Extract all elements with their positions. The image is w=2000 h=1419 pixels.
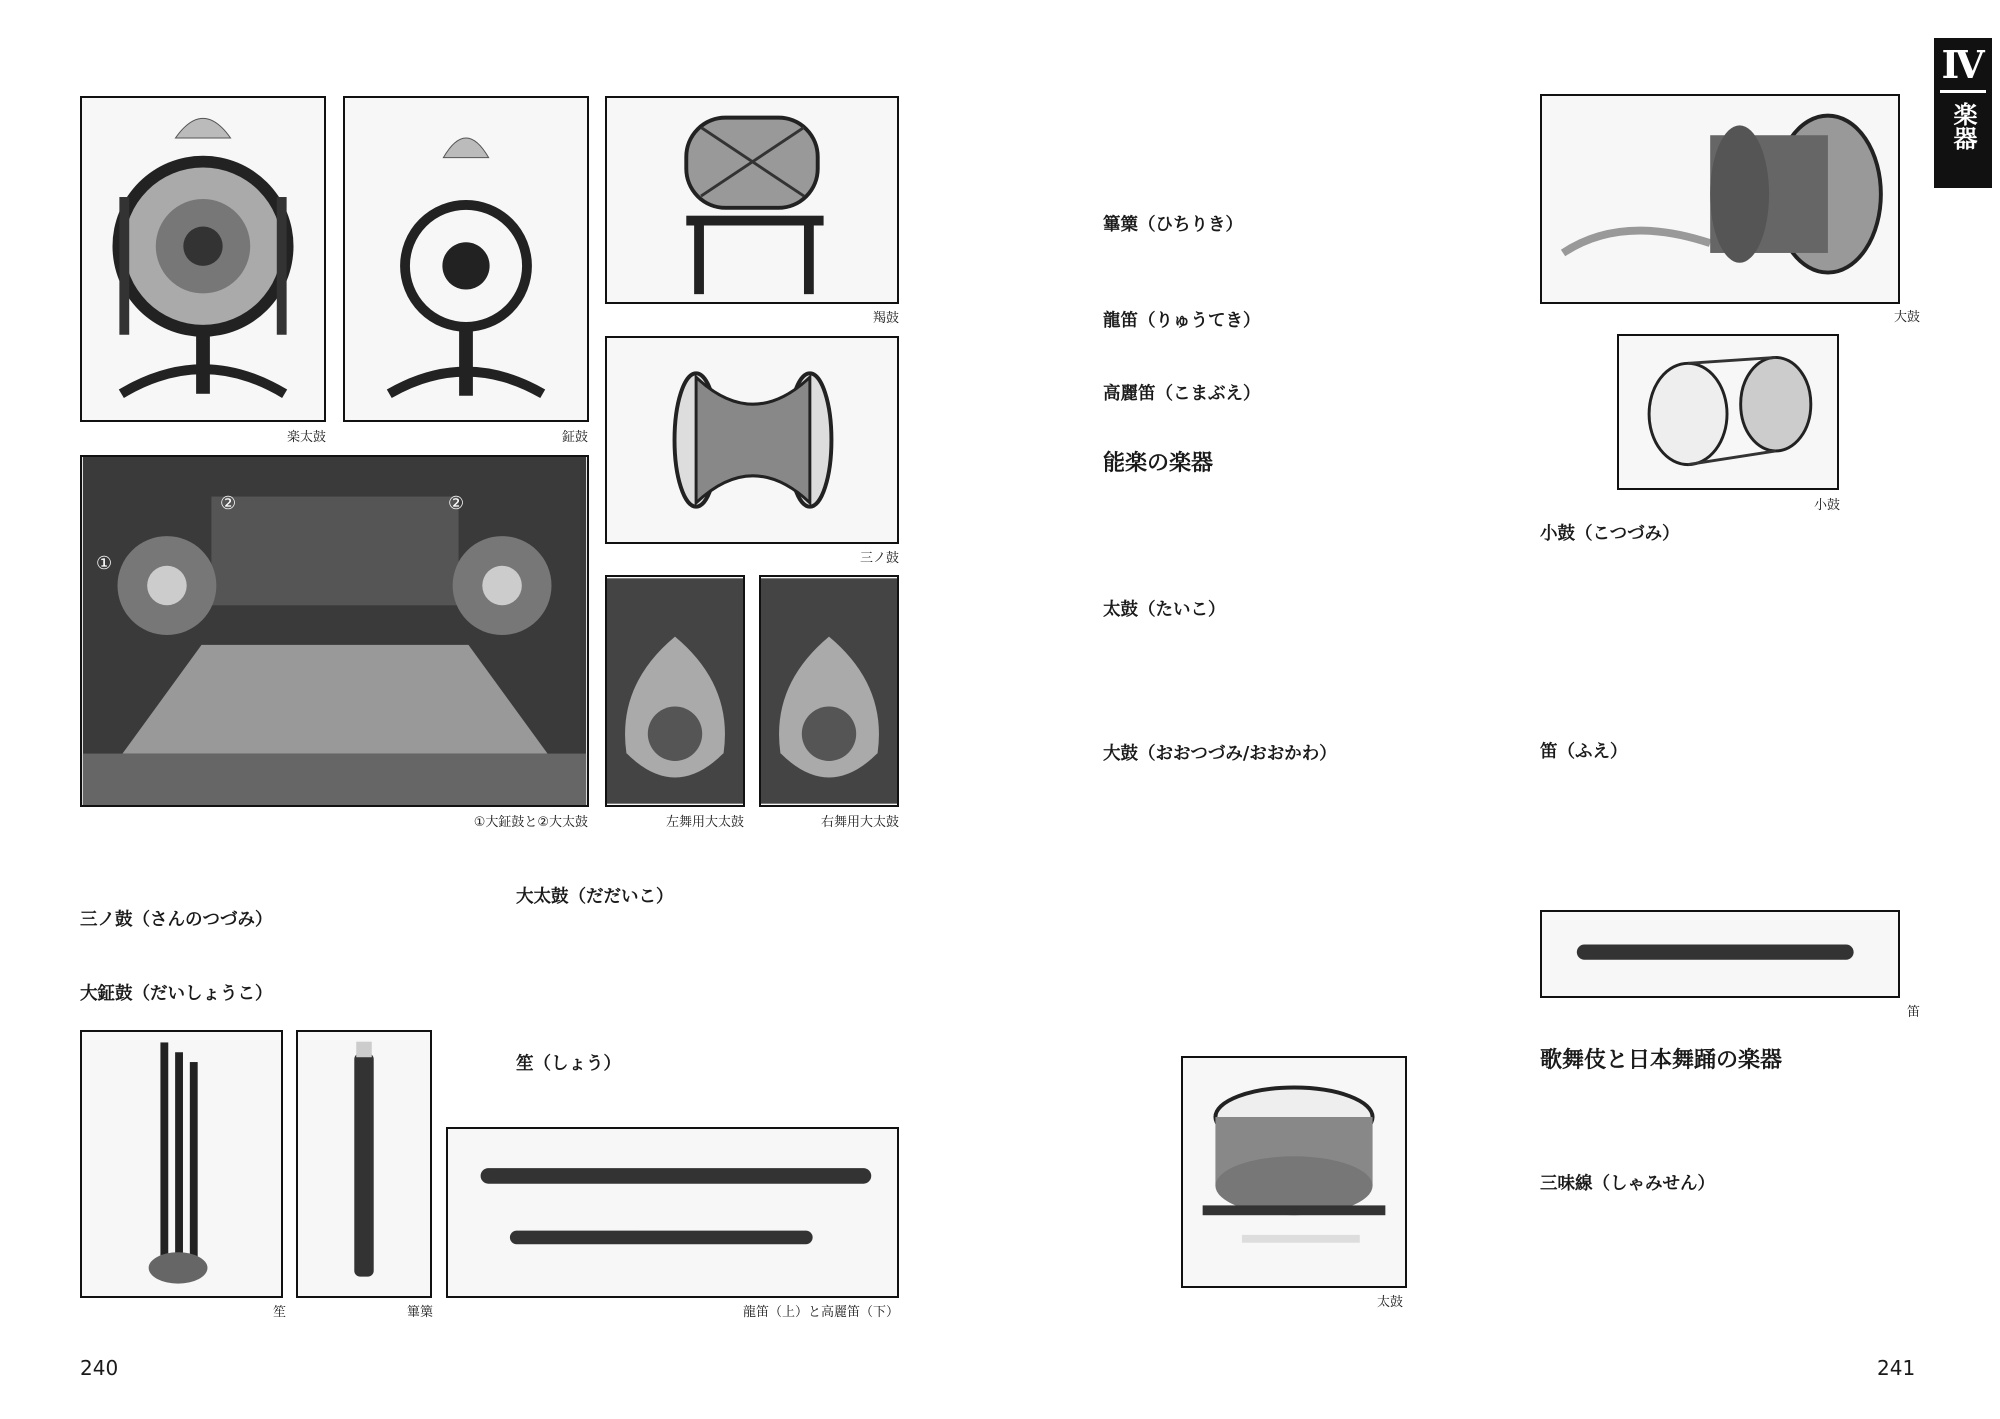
heading-komabue: 高麗笛（こまぶえ） bbox=[1103, 384, 1261, 404]
page-number-left: 240 bbox=[80, 1356, 119, 1380]
caption-gakudaiko: 楽太鼓 bbox=[286, 430, 326, 445]
caption-taiko: 太鼓 bbox=[1376, 1295, 1403, 1310]
chapter-tab bbox=[1934, 38, 1992, 188]
right-dadaiko-photo bbox=[759, 575, 899, 807]
caption-right-dadaiko: 右舞用大太鼓 bbox=[820, 815, 899, 830]
caption-kotsuzumi: 小鼓 bbox=[1813, 498, 1840, 513]
section-noh: 能楽の楽器 bbox=[1103, 451, 1214, 476]
otsuzumi-photo bbox=[1540, 94, 1900, 304]
kakko-photo bbox=[605, 96, 899, 304]
hichiriki-photo bbox=[296, 1030, 432, 1298]
heading-hichiriki: 篳篥（ひちりき） bbox=[1103, 215, 1243, 235]
stage-photo bbox=[80, 455, 589, 807]
heading-sannotsuzumi: 三ノ鼓（さんのつづみ） bbox=[80, 910, 273, 930]
kotsuzumi-photo bbox=[1617, 334, 1839, 490]
heading-shamisen: 三味線（しゃみせん） bbox=[1540, 1174, 1715, 1194]
caption-shoko: 鉦鼓 bbox=[561, 430, 588, 445]
sho-photo bbox=[80, 1030, 283, 1298]
left-dadaiko-photo bbox=[605, 575, 745, 807]
caption-sho: 笙 bbox=[272, 1305, 286, 1320]
caption-kakko: 羯鼓 bbox=[872, 311, 899, 326]
heading-daishoko: 大鉦鼓（だいしょうこ） bbox=[80, 984, 273, 1004]
chapter-number: Ⅳ bbox=[1941, 42, 1985, 87]
caption-fue: 笛 bbox=[1906, 1005, 1920, 1020]
caption-ryuteki: 龍笛（上）と高麗笛（下） bbox=[742, 1305, 899, 1320]
heading-kotsuzumi: 小鼓（こつづみ） bbox=[1540, 524, 1680, 544]
stage-label-1: ① bbox=[96, 553, 113, 574]
heading-taiko: 太鼓（たいこ） bbox=[1103, 600, 1226, 620]
heading-dadaiko: 大太鼓（だだいこ） bbox=[516, 887, 674, 907]
heading-otsuzumi: 大鼓（おおつづみ/おおかわ） bbox=[1103, 744, 1337, 764]
shoko-photo bbox=[343, 96, 589, 422]
caption-hichiriki: 篳篥 bbox=[406, 1305, 433, 1320]
stage-label-2a: ② bbox=[220, 493, 237, 514]
heading-ryuteki: 龍笛（りゅうてき） bbox=[1103, 311, 1261, 331]
caption-stage: ①大鉦鼓と②大太鼓 bbox=[473, 815, 588, 830]
caption-otsuzumi: 大鼓 bbox=[1893, 310, 1920, 325]
chapter-title: 楽器 bbox=[1949, 102, 1977, 150]
heading-sho: 笙（しょう） bbox=[516, 1054, 621, 1074]
stage-label-2b: ② bbox=[448, 493, 465, 514]
page-number-right: 241 bbox=[1877, 1356, 1916, 1380]
caption-left-dadaiko: 左舞用大太鼓 bbox=[665, 815, 744, 830]
caption-sannotsuzumi: 三ノ鼓 bbox=[859, 551, 899, 566]
fue-photo bbox=[1540, 910, 1900, 998]
taiko-photo bbox=[1181, 1056, 1407, 1288]
ryuteki-photo bbox=[446, 1127, 899, 1298]
chapter-divider bbox=[1940, 90, 1986, 93]
section-kabuki: 歌舞伎と日本舞踊の楽器 bbox=[1540, 1048, 1783, 1073]
sannotsuzumi-photo bbox=[605, 336, 899, 544]
gakudaiko-photo bbox=[80, 96, 326, 422]
heading-fue: 笛（ふえ） bbox=[1540, 742, 1628, 762]
